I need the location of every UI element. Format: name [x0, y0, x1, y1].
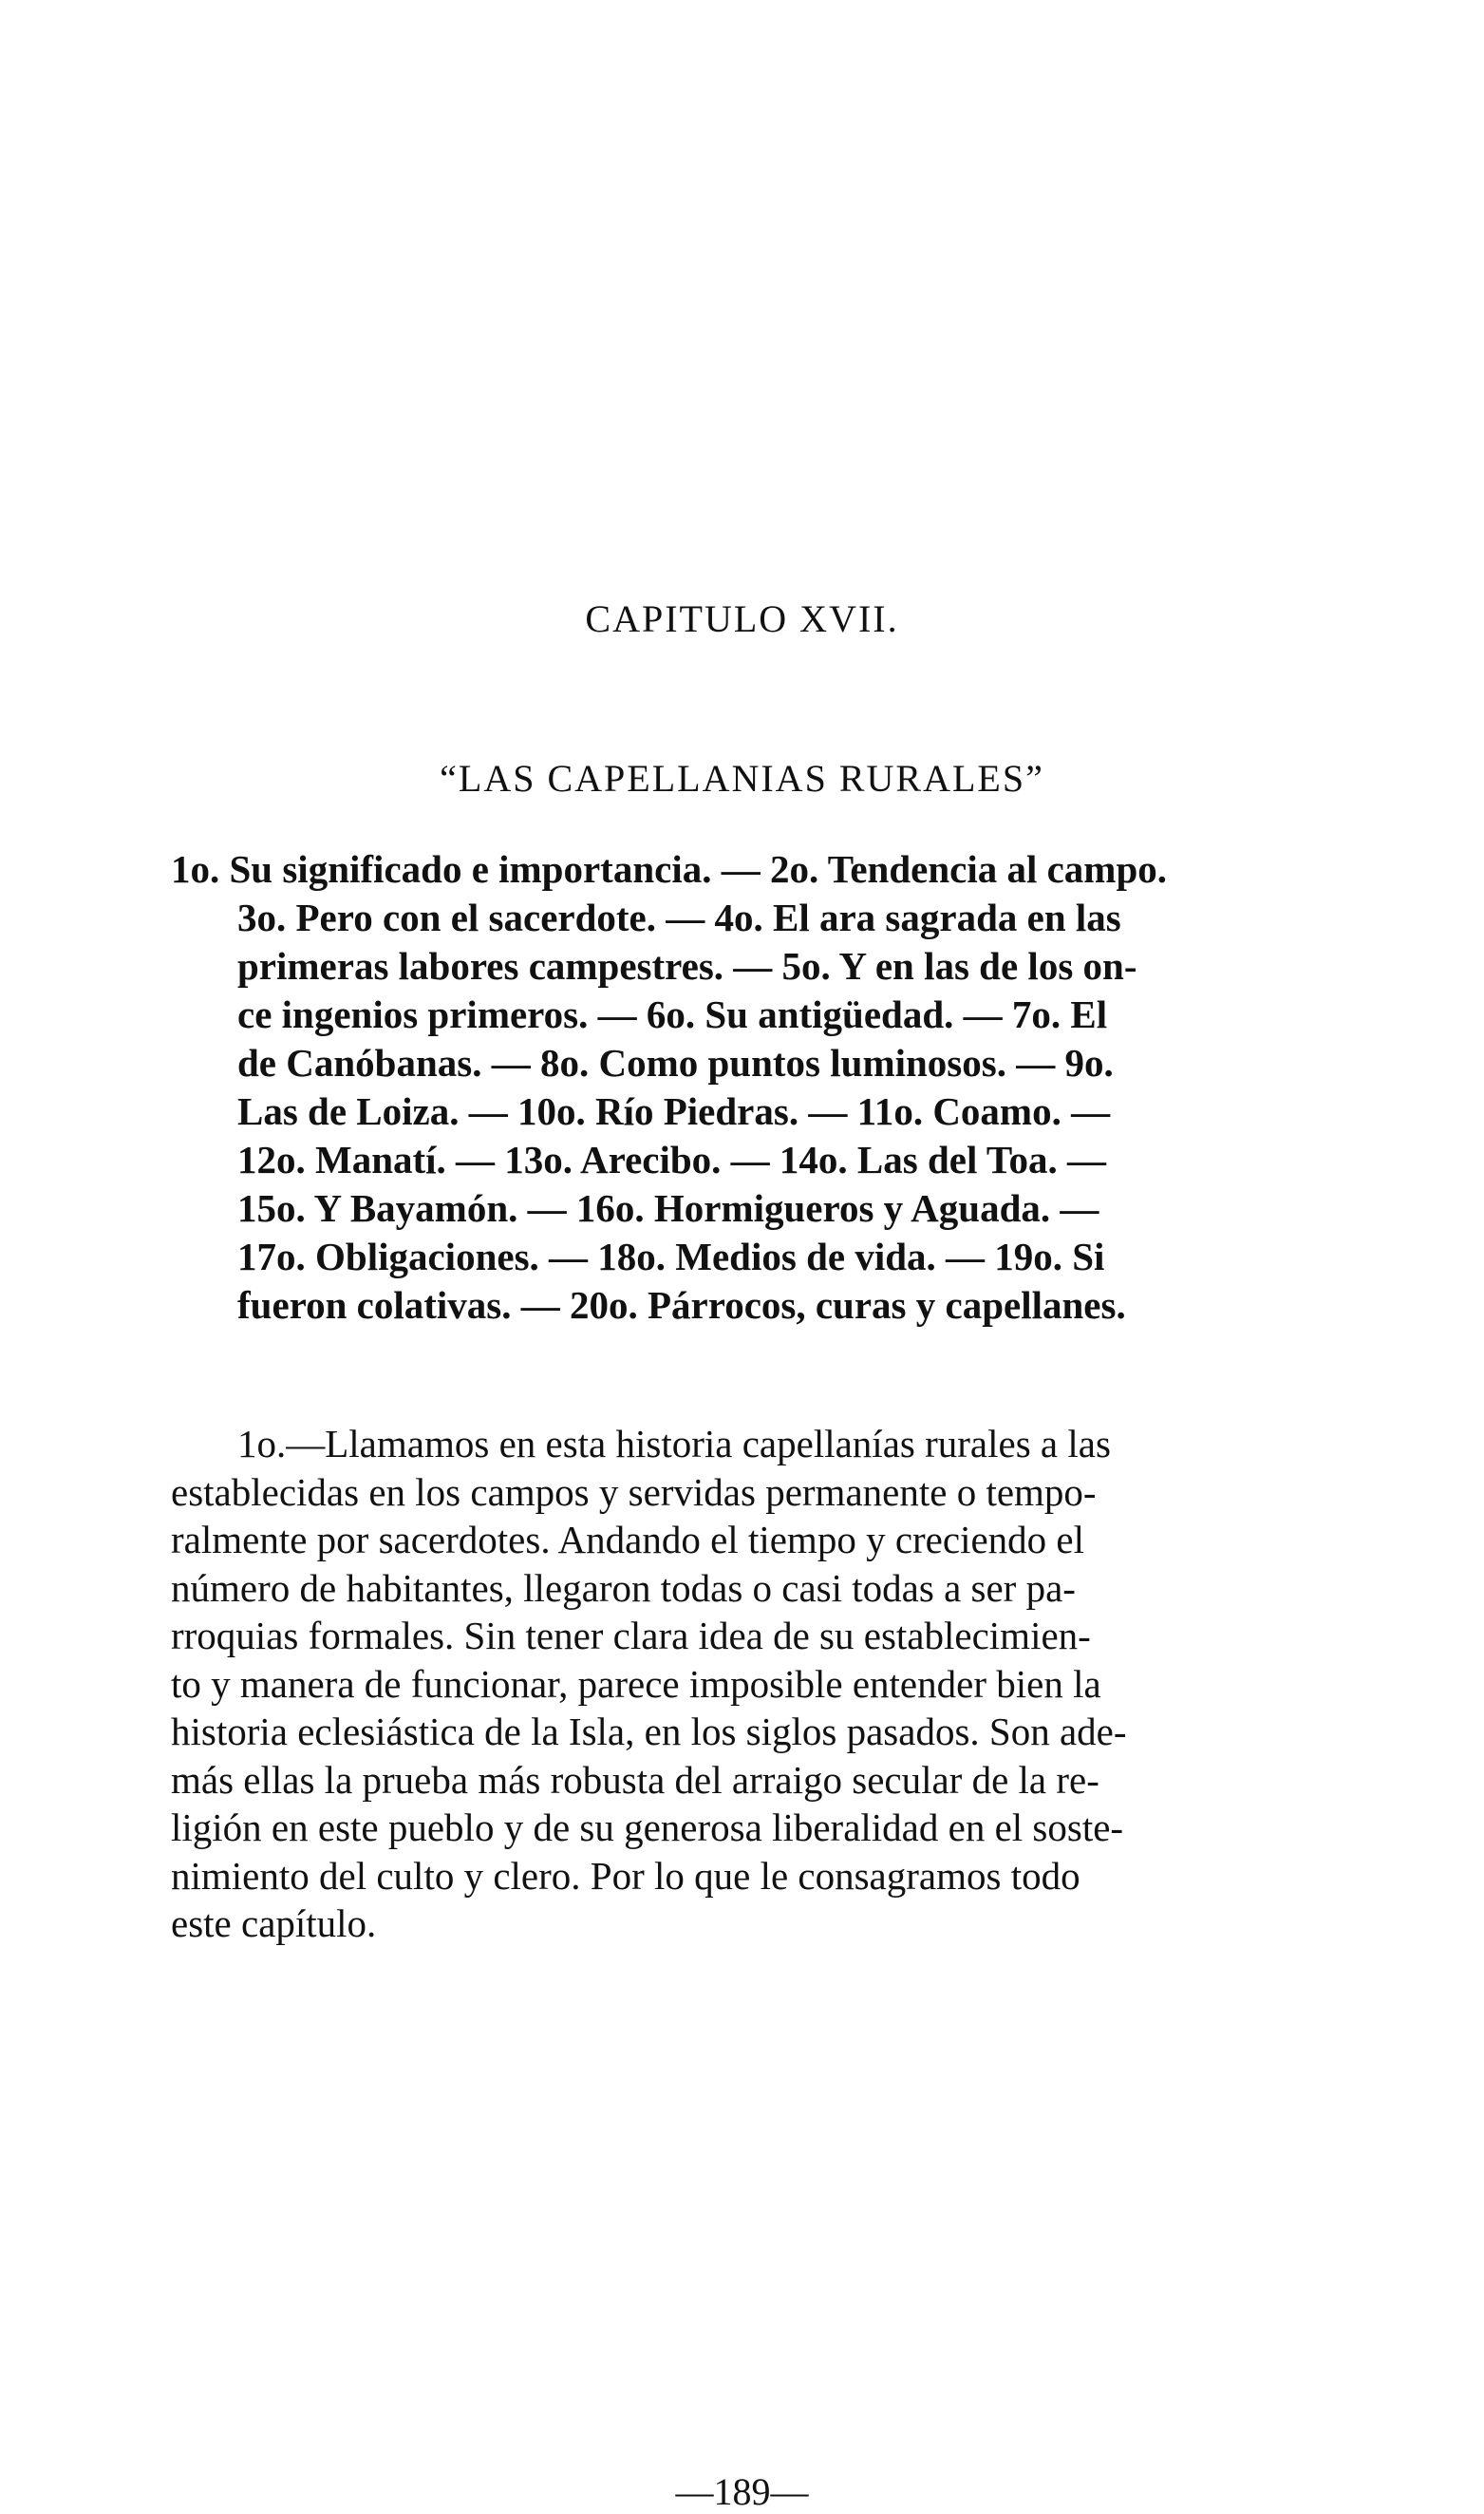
body-paragraph	[171, 1420, 1263, 1948]
summary-line: fueron colativas. — 20o. Párrocos, curas y capellanes.	[237, 1283, 1126, 1327]
summary-line: Las de Loiza. — 10o. Río Piedras. — 11o. Coamo. —	[237, 1089, 1111, 1133]
body-line: establecidas en los campos y servidas permanente o tempo-	[171, 1469, 1097, 1514]
body-line: nimiento del culto y clero. Por lo que le consagramos todo	[171, 1853, 1080, 1898]
body-line: ralmente por sacerdotes. Andando el tiempo y creciendo el	[171, 1518, 1084, 1561]
summary-line: de Canóbanas. — 8o. Como puntos luminosos. — 9o.	[237, 1041, 1114, 1085]
section-title: “LAS CAPELLANIAS RURALES”	[440, 757, 1044, 800]
body-line: historia eclesiástica de la Isla, en los siglos pasados. Son ade-	[171, 1710, 1127, 1753]
summary-line: 1o. Su significado e importancia. — 2o. Tendencia al campo.	[171, 847, 1168, 891]
summary-line: 17o. Obligaciones. — 18o. Medios de vida. — 19o. Si	[237, 1235, 1105, 1278]
body-line: número de habitantes, llegaron todas o casi todas a ser pa-	[171, 1565, 1076, 1610]
summary-line: 15o. Y Bayamón. — 16o. Hormigueros y Aguada. —	[237, 1186, 1099, 1230]
chapter-title: CAPITULO XVII.	[585, 597, 899, 640]
body-line: más ellas la prueba más robusta del arraigo secular de la re-	[171, 1757, 1099, 1802]
body-line: 1o.—Llamamos en esta historia capellanías rurales a las	[237, 1422, 1111, 1465]
chapter-summary	[171, 845, 1263, 1330]
summary-line: ce ingenios primeros. — 6o. Su antigüedad. — 7o. El	[237, 992, 1108, 1036]
page-number: —189—	[675, 2470, 809, 2513]
body-line: to y manera de funcionar, parece imposible entender bien la	[171, 1661, 1101, 1706]
summary-line: 12o. Manatí. — 13o. Arecibo. — 14o. Las del Toa. —	[237, 1138, 1106, 1181]
body-line: este capítulo.	[171, 1901, 377, 1945]
body-line: ligión en este pueblo y de su generosa liberalidad en el soste-	[171, 1805, 1124, 1849]
summary-line: 3o. Pero con el sacerdote. — 4o. El ara sagrada en las	[237, 896, 1121, 939]
summary-line: primeras labores campestres. — 5o. Y en las de los on-	[237, 944, 1137, 988]
body-line: rroquias formales. Sin tener clara idea de su establecimien-	[171, 1614, 1091, 1657]
